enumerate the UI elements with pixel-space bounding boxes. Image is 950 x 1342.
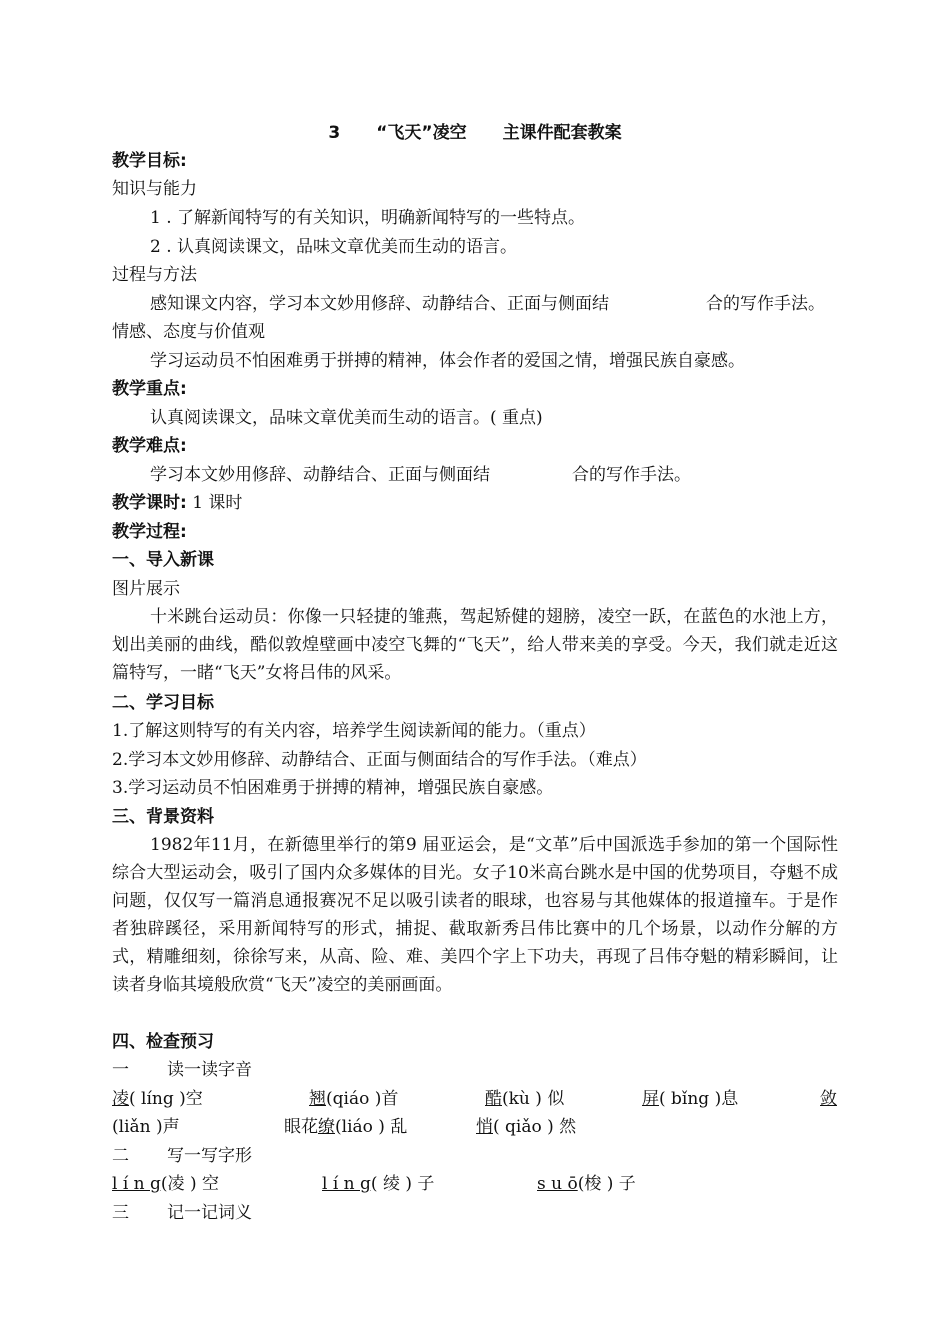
hours-value: 1 课时 — [186, 493, 243, 513]
pinyin-char: 悄 — [476, 1117, 493, 1137]
practice-1-number: 一 — [112, 1060, 129, 1080]
pinyin-text: (梭 ) 子 — [577, 1174, 636, 1194]
key-heading: 教学重点: — [112, 379, 187, 399]
practice-3-label: 记一记词义 — [167, 1203, 252, 1223]
section-1-heading: 一、导入新课 — [112, 550, 214, 570]
knowledge-item-1: 1 . 了解新闻特写的有关知识，明确新闻特写的一些特点。 — [150, 208, 586, 228]
section-4-heading: 四、检查预习 — [112, 1032, 214, 1052]
emotion-heading: 情感、态度与价值观 — [112, 322, 265, 342]
process-text-a: 感知课文内容，学习本文妙用修辞、动静结合、正面与侧面结 — [150, 294, 609, 314]
practice-1-heading — [112, 1056, 252, 1084]
hours-label: 教学课时: — [112, 493, 187, 513]
pinyin-blank: l í n g — [112, 1174, 161, 1194]
pinyin-blank: l í n g — [322, 1174, 371, 1194]
hours-line — [112, 489, 242, 517]
section-1-paragraph: 十米跳台运动员：你像一只轻捷的雏燕，驾起矫健的翅膀，凌空一跃，在蓝色的水池上方，划出美丽的曲线，酷似敦煌壁画中凌空飞舞的“飞天”，给人带来美的享受。今天，我们就走近这篇特写，一睹“飞天”女将吕伟的风采。 — [112, 607, 838, 683]
pinyin-char: 敛 — [820, 1089, 837, 1109]
section-2-heading: 二、学习目标 — [112, 693, 214, 713]
emotion-text: 学习运动员不怕困难勇于拼搏的精神，体会作者的爱国之情，增强民族自豪感。 — [150, 351, 745, 371]
difficult-heading: 教学难点: — [112, 436, 187, 456]
practice-1-label: 读一读字音 — [167, 1060, 252, 1080]
practice-2-heading — [112, 1142, 252, 1170]
pinyin-char: 酷 — [485, 1089, 502, 1109]
difficult-text-a: 学习本文妙用修辞、动静结合、正面与侧面结 — [150, 465, 490, 485]
practice-3-number: 三 — [112, 1203, 129, 1223]
pinyin-text: (liǎn )声 — [112, 1117, 180, 1137]
knowledge-item-2: 2 . 认真阅读课文，品味文章优美而生动的语言。 — [150, 237, 518, 257]
practice-1-row-2 — [112, 1113, 838, 1141]
section-2-item-1: 1.了解这则特写的有关内容，培养学生阅读新闻的能力。（重点） — [112, 721, 596, 741]
process-text-b: 合的写作手法。 — [706, 294, 825, 314]
section-3-paragraph: 1982年11月，在新德里举行的第9 届亚运会，是“文革”后中国派选手参加的第一个国际性综合大型运动会，吸引了国内众多媒体的目光。女子10米高台跳水是中国的优势项目，夺魁不成问题，仅仅写一篇消息通报赛况不足以吸引读者的眼球，也容易与其他媒体的报道撞车。于是作者独辟蹊径，采用新闻特写的形式，捕捉、截取新秀吕伟比赛中的几个场景，以动作分解的方式，精雕细刻，徐徐写来，从高、险、难、美四个字上下功夫，再现了吕伟夺魁的精彩瞬间，让读者身临其境般欣赏“飞天”凌空的美丽画面。 — [112, 835, 838, 995]
pinyin-text: ( 绫 ) 子 — [370, 1174, 435, 1194]
pinyin-text: ( qiǎo ) 然 — [493, 1117, 577, 1137]
pinyin-text: (凌 ) 空 — [160, 1174, 219, 1194]
practice-2-label: 写一写字形 — [167, 1146, 252, 1166]
practice-3-heading — [112, 1199, 252, 1227]
section-2-item-2: 2.学习本文妙用修辞、动静结合、正面与侧面结合的写作手法。（难点） — [112, 750, 647, 770]
section-3-heading: 三、背景资料 — [112, 807, 214, 827]
difficult-text-b: 合的写作手法。 — [572, 465, 691, 485]
page-title — [0, 118, 950, 143]
title-number: 3 — [328, 123, 341, 143]
section-2-item-3: 3.学习运动员不怕困难勇于拼搏的精神，增强民族自豪感。 — [112, 778, 554, 798]
practice-2-row — [112, 1170, 838, 1198]
title-text: “飞天”凌空 — [376, 123, 467, 143]
pinyin-char: 缭 — [318, 1117, 335, 1137]
pinyin-blank: s u ō — [537, 1174, 578, 1194]
title-subtitle: 主课件配套教案 — [502, 123, 622, 143]
pinyin-char: 翘 — [309, 1089, 326, 1109]
pinyin-text: (liáo ) 乱 — [335, 1117, 408, 1137]
pinyin-text: (qiáo )首 — [326, 1089, 399, 1109]
pinyin-text: 眼花 — [284, 1117, 318, 1137]
pinyin-char: 凌 — [112, 1089, 129, 1109]
practice-2-number: 二 — [112, 1146, 129, 1166]
section-1-sub: 图片展示 — [112, 579, 180, 599]
practice-1-row-1 — [112, 1085, 838, 1113]
pinyin-text: ( bǐng )息 — [659, 1089, 739, 1109]
process-heading: 过程与方法 — [112, 265, 197, 285]
pinyin-text: ( líng )空 — [129, 1089, 203, 1109]
pinyin-text: (kù ) 似 — [502, 1089, 565, 1109]
pinyin-char: 屏 — [642, 1089, 659, 1109]
key-text: 认真阅读课文，品味文章优美而生动的语言。( 重点) — [150, 408, 543, 428]
knowledge-heading: 知识与能力 — [112, 179, 197, 199]
procedure-heading: 教学过程: — [112, 522, 187, 542]
objectives-heading: 教学目标: — [112, 151, 187, 171]
